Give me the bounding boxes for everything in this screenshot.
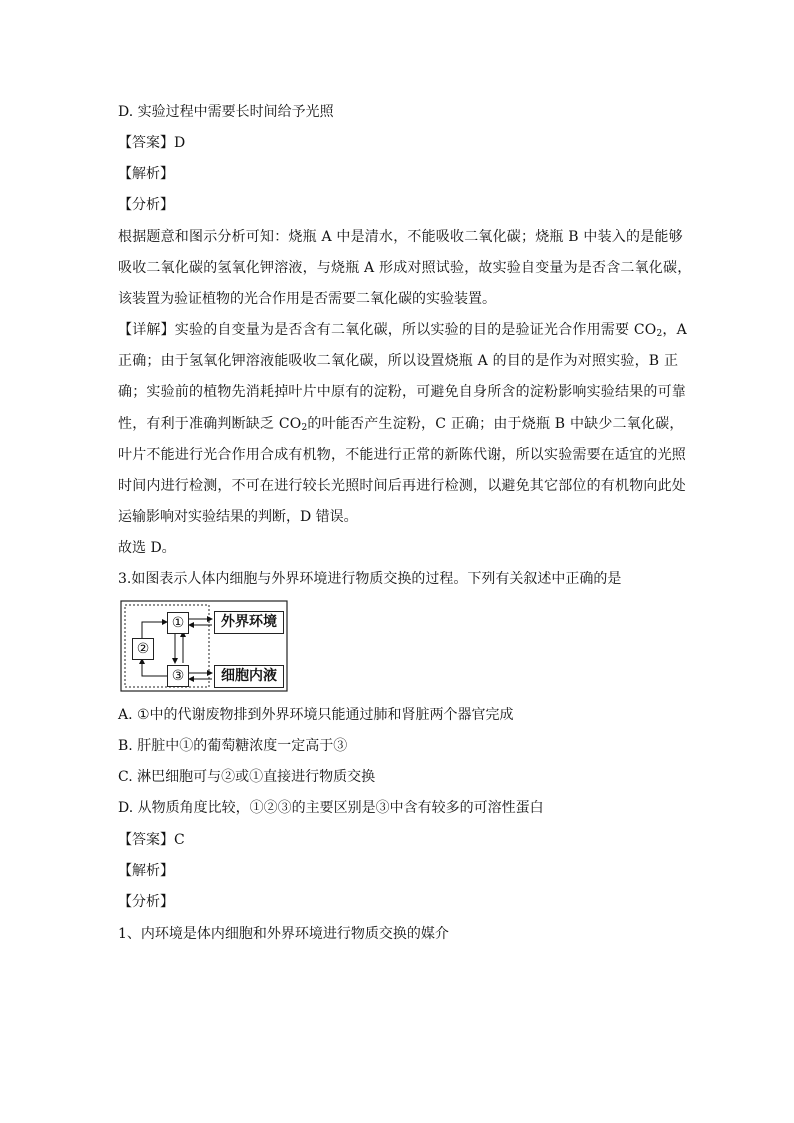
option-b: B. 肝脏中①的葡萄糖浓度一定高于③ <box>118 738 348 754</box>
node-1: ① <box>167 612 189 634</box>
analysis-subheading: 【分析】 <box>118 197 174 213</box>
detail-text-3: 确；实验前的植物先消耗掉叶片中原有的淀粉，可避免自身所含的淀粉影响实验结果的可靠 <box>118 384 686 400</box>
analysis-text-2: 吸收二氧化碳的氢氧化钾溶液，与烧瓶 A 形成对照试验，故实验自变量为是否含二氧化碳， <box>118 260 692 276</box>
analysis-heading: 【解析】 <box>118 166 174 182</box>
analysis-subheading-q3: 【分析】 <box>118 894 174 910</box>
arrow-3-to-2 <box>142 659 167 676</box>
detail-text-5: 叶片不能进行光合作用合成有机物，不能进行正常的新陈代谢，所以实验需要在适宜的光照 <box>118 447 686 463</box>
exchange-diagram <box>120 600 288 692</box>
detail-text-6: 时间内进行检测，不可在进行较长光照时间后再进行检测，以避免其它部位的有机物向此处 <box>118 478 686 494</box>
analysis-text-3: 该装置为验证植物的光合作用是否需要二氧化碳的实验装置。 <box>118 291 496 307</box>
analysis-text-1: 根据题意和图示分析可知：烧瓶 A 中是清水，不能吸收二氧化碳；烧瓶 B 中装入的是能够 <box>118 229 683 245</box>
detail-text-4 <box>118 414 684 438</box>
label-external-env: 外界环境 <box>214 611 284 634</box>
detail-text-4-main: 性，有利于准确判断缺乏 CO <box>118 416 302 432</box>
analysis-point-1: 1、内环境是体内细胞和外界环境进行物质交换的媒介 <box>118 926 449 942</box>
node-2: ② <box>132 638 154 660</box>
option-d-q3: D. 从物质角度比较，①②③的主要区别是③中含有较多的可溶性蛋白 <box>118 800 544 816</box>
option-a: A. ①中的代谢废物排到外界环境只能通过肺和肾脏两个器官完成 <box>118 707 514 723</box>
answer-label: 【答案】D <box>118 135 186 151</box>
detail-text-4-tail: 的叶能否产生淀粉，C 正确；由于烧瓶 B 中缺少二氧化碳， <box>307 416 684 432</box>
detail-text-1 <box>118 320 687 344</box>
subscript-2: 2 <box>301 423 308 433</box>
node-3: ③ <box>167 665 189 687</box>
analysis-heading-q3: 【解析】 <box>118 863 174 879</box>
label-intracellular-fluid: 细胞内液 <box>214 665 284 688</box>
answer-label-q3: 【答案】C <box>118 832 185 848</box>
option-d: D. 实验过程中需要长时间给予光照 <box>118 104 334 120</box>
conclusion: 故选 D。 <box>118 540 176 556</box>
question-3-stem: 3.如图表示人体内细胞与外界环境进行物质交换的过程。下列有关叙述中正确的是 <box>118 571 622 587</box>
subscript-2: 2 <box>656 329 663 339</box>
arrow-2-to-1 <box>142 622 167 638</box>
detail-text-2: 正确；由于氢氧化钾溶液能吸收二氧化碳，所以设置烧瓶 A 的目的是作为对照实验，B 正 <box>118 353 679 369</box>
option-c: C. 淋巴细胞可与②或①直接进行物质交换 <box>118 769 376 785</box>
detail-text-1-tail: ，A <box>662 322 687 338</box>
detail-text-7: 运输影响对实验结果的判断，D 错误。 <box>118 509 358 525</box>
detail-text-1-main: 【详解】实验的自变量为是否含有二氧化碳，所以实验的目的是验证光合作用需要 CO <box>118 322 657 338</box>
